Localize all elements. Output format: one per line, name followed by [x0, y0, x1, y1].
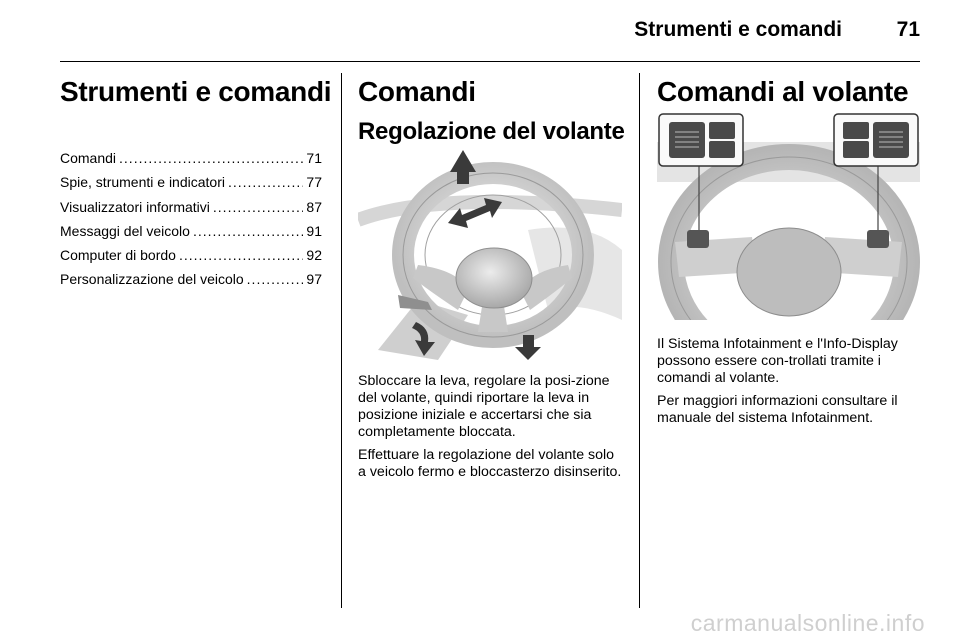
column-divider-1: [341, 73, 342, 608]
toc-item-page: 91: [306, 222, 322, 239]
toc-leader: [119, 150, 303, 166]
toc-item-label: Visualizzatori informativi: [60, 198, 210, 215]
toc-item-page: 87: [306, 198, 322, 215]
section2-title: Comandi al volante: [657, 76, 909, 107]
toc-item-comandi[interactable]: [60, 150, 322, 174]
toc-leader: [213, 199, 304, 215]
toc-leader: [193, 223, 303, 239]
toc-item-page: 77: [306, 174, 322, 191]
running-header-title: Strumenti e comandi: [634, 18, 842, 41]
header-rule: [60, 61, 920, 62]
column-divider-2: [639, 73, 640, 608]
toc-item-computer[interactable]: [60, 247, 322, 271]
steering-wheel-adjustment-illustration: [358, 150, 622, 360]
toc-item-label: Spie, strumenti e indicatori: [60, 174, 225, 191]
table-of-contents: [60, 150, 322, 296]
toc-item-page: 92: [306, 247, 322, 264]
paragraph-1: Sbloccare la leva, regolare la posi-zione del volante, quindi riportare la leva in posizione iniziale e accertarsi che sia completamente bloccata.: [358, 373, 610, 440]
toc-item-label: Messaggi del veicolo: [60, 222, 190, 239]
toc-item-spie[interactable]: [60, 174, 322, 198]
chapter-title: Strumenti e comandi: [60, 76, 332, 107]
toc-item-messaggi[interactable]: [60, 223, 322, 247]
steering-wheel-controls-illustration: [657, 112, 920, 320]
toc-leader: [228, 174, 303, 190]
toc-leader: [247, 271, 304, 287]
toc-item-personalizzazione[interactable]: [60, 271, 322, 295]
paragraph-2: Per maggiori informazioni consultare il manuale del sistema Infotainment.: [657, 393, 898, 426]
toc-item-page: 71: [306, 150, 322, 166]
page-number: 71: [896, 18, 920, 41]
toc-leader: [179, 247, 303, 263]
toc-item-page: 97: [306, 271, 322, 288]
toc-item-visualizzatori[interactable]: [60, 199, 322, 223]
paragraph-1: Il Sistema Infotainment e l'Info-Display possono essere con-trollati tramite i comandi al volante.: [657, 336, 898, 386]
section-body: [358, 373, 622, 487]
watermark: carmanualsonline.info: [690, 610, 925, 636]
toc-item-label: Computer di bordo: [60, 247, 176, 264]
toc-item-label: Comandi: [60, 150, 117, 166]
section-title: Comandi: [358, 76, 476, 107]
section-subtitle: Regolazione del volante: [358, 118, 625, 145]
toc-item-label: Personalizzazione del veicolo: [60, 271, 244, 288]
paragraph-2: Effettuare la regolazione del volante solo a veicolo fermo e bloccasterzo disinserito.: [358, 447, 622, 480]
section2-body: [657, 336, 920, 433]
